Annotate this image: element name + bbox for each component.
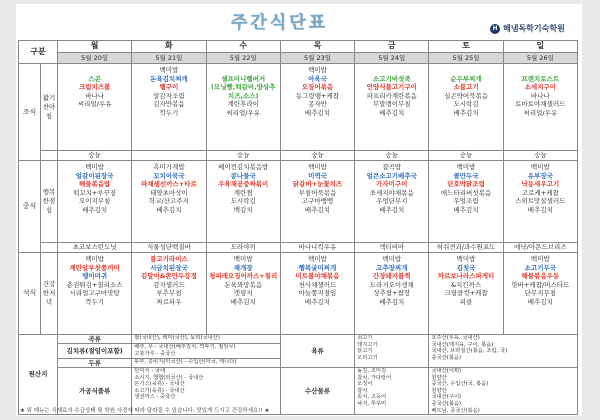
menu-item: 쏘세지야채볶음: [369, 188, 414, 197]
menu-item: 우육채공중짜볶이: [218, 180, 269, 189]
menu-item: 백미밥: [308, 255, 327, 263]
snack-label-cell: [41, 243, 58, 253]
menu-item: [429, 66, 502, 75]
snack-cell: 숭늉: [58, 151, 132, 161]
menu-item: 파프리카계란볶음: [366, 91, 417, 100]
snack-cell: 숭늉: [429, 151, 503, 161]
menu-item: 배추김치: [82, 205, 108, 214]
menu-item: 무말랭이무침: [372, 100, 411, 109]
day-header: 목: [280, 41, 354, 53]
menu-item: 소고기버섯죽: [372, 74, 411, 83]
menu-item: 감자샐러드: [153, 280, 185, 289]
menu-cell: [429, 161, 503, 243]
menu-item: 백미밥: [456, 255, 476, 263]
menu-item: 도라지오이생채: [369, 280, 414, 289]
menu-item: 계란알부찻쫑끼미: [69, 263, 120, 272]
menu-cell: [503, 161, 577, 243]
meal-row-breakfast: [19, 64, 578, 151]
academy-logo: [490, 23, 565, 34]
footer-note: ★ 위 메뉴는 식재료의 수급상태 및 학원 사정에 따라 달라질 수 있습니다. 맛있게 드시고 건강하세요!! ★: [20, 408, 270, 414]
snack-cell: [132, 151, 206, 161]
menu-item: 춘권튀김+칠리소스: [66, 280, 123, 289]
menu-item: 간장돼지볼찍: [372, 272, 411, 281]
menu-cell: [132, 64, 206, 151]
menu-item: 배추김치: [453, 108, 479, 117]
menu-item: 고추장찌개: [376, 263, 408, 272]
menu-item: 배추김치: [453, 205, 479, 214]
menu-item: 배추김치: [304, 205, 331, 214]
meal-subtitle: 행복한점심: [41, 161, 58, 243]
menu-item: 배추김치: [230, 297, 256, 306]
menu-item: 상추쌈+쌈장: [373, 289, 411, 298]
menu-item: 백미밥: [233, 255, 253, 263]
menu-cell: [280, 64, 354, 151]
snack-cell: 액티비아: [355, 243, 429, 253]
day-header: 토: [429, 41, 503, 53]
menu-item: 백미밥: [159, 66, 179, 74]
meat-origin: 호주산(우육, 국내산) 국내산(돼지육, 구이, 볶음) 국내산, 브라질산(볶음, 조림, 국) 중국산(볶음): [429, 335, 578, 368]
menu-item: 백미밥: [85, 163, 105, 171]
snack-row: [19, 243, 578, 253]
menu-item: 콩자반: [308, 100, 327, 109]
menu-item: 콩나물국: [230, 171, 256, 180]
menu-item: 시금치된장국: [150, 263, 188, 272]
snack-row: [19, 151, 578, 161]
meal-row-lunch: [19, 161, 578, 243]
menu-item: 토마토야채샐러드: [515, 100, 566, 109]
menu-item: 크림치즈볼: [78, 83, 111, 92]
menu-document: [16, 4, 582, 416]
meal-name: 석식: [19, 253, 41, 335]
menu-item: 크링클컷+케찹: [444, 289, 488, 298]
menu-item: 백미밥: [308, 163, 327, 171]
menu-item: 파채생선까스+타르: [141, 180, 197, 189]
menu-item: 단호박닭조림: [447, 180, 485, 189]
menu-item: 도시락김: [230, 197, 256, 206]
menu-item: 고로케+케찹: [521, 188, 559, 197]
menu-cell: [132, 253, 206, 335]
menu-item: 배추김치: [527, 297, 553, 306]
date-cell: 5월 24일: [355, 53, 429, 64]
menu-cell: [503, 64, 577, 151]
origin-section-label: 원산지: [19, 335, 58, 415]
menu-cell: [280, 253, 354, 335]
meat-items: 쇠고기 돼지고기 닭고기 오리고기: [355, 335, 429, 368]
menu-item: 까르보나라스파게티: [437, 272, 495, 281]
menu-item: 미트볼야채볶음: [295, 272, 340, 281]
menu-item: 백김치: [233, 205, 253, 214]
menu-item: 치즈,소스): [227, 91, 259, 100]
header: [16, 4, 582, 38]
menu-item: 순두부찌개: [450, 74, 482, 83]
menu-item: 흑미가계밥: [153, 163, 185, 171]
menu-item: 얼갈이된장국: [75, 171, 114, 180]
menu-table: [18, 40, 578, 415]
menu-item: 청피래오징어까스+칠리: [209, 272, 278, 281]
origin-category: 김치류(절임이포함): [58, 344, 132, 359]
menu-item: 시리얼고구마맛탕: [69, 289, 120, 298]
origin-category: 두류: [58, 359, 132, 368]
menu-item: 셀프미니햄버거: [221, 74, 266, 83]
column-label: 구분: [19, 41, 58, 64]
menu-item: 깍두기: [159, 108, 179, 117]
menu-item: 김자반볶음: [153, 100, 185, 109]
menu-item: 해물볶음우동: [521, 272, 560, 281]
seafood-origin: 국내산(어획) 원양산 중국산, 수입산(국, 볶음) 원양산 국내산(구이) 중국산(볶음) 베트남, 중국산(볶음): [429, 368, 578, 415]
menu-item: 백미밥: [382, 255, 402, 263]
snack-cell: 식물성단백질바: [132, 243, 206, 253]
menu-item: 배추김치: [527, 205, 553, 214]
date-cell: 5월 23일: [280, 53, 354, 64]
menu-item: 도시락김: [453, 100, 479, 109]
snack-cell: 바나나킥우유: [280, 243, 354, 253]
origin-row: [19, 335, 578, 344]
menu-cell: [58, 64, 132, 151]
meat-label: 육류: [280, 335, 354, 368]
day-header: 수: [206, 41, 280, 53]
menu-item: 깍두기: [85, 297, 105, 306]
seafood-label: 수산물류: [280, 368, 354, 415]
menu-item: 실곤약어묵볶음: [444, 91, 489, 100]
menu-item: [58, 66, 131, 75]
menu-item: 계란후라이: [227, 100, 259, 109]
menu-item: 부추무침: [156, 289, 182, 298]
menu-item: 콜만두국: [453, 171, 479, 180]
page-title: 주간식단표: [231, 13, 329, 33]
menu-item: 오이지무침: [78, 197, 111, 206]
menu-item: 백미밥: [308, 66, 327, 74]
menu-item: 우엉조림: [453, 197, 479, 206]
menu-item: 돈육김치찌개: [150, 74, 188, 83]
menu-item: 소불고기: [453, 83, 479, 92]
meal-row-dinner: [19, 253, 578, 335]
menu-item: 배추김치: [304, 297, 331, 306]
menu-item: 배추김치: [379, 108, 405, 117]
menu-item: 핫바+케찹/머스타드: [511, 280, 570, 289]
menu-item: 탱이미귀: [82, 272, 108, 281]
menu-item: 백미밥: [456, 163, 476, 171]
snack-cell: 숭늉: [503, 151, 577, 161]
menu-item: 고구마뱅뱅: [301, 197, 334, 206]
day-header: 월: [58, 41, 132, 53]
menu-item: 돈육꽈망볶음: [224, 280, 263, 289]
menu-item: 스위트맛살샐러드: [515, 197, 566, 206]
menu-item: 우엉단무지: [376, 197, 408, 206]
menu-item: 짜르파우: [156, 297, 182, 306]
snack-cell: 숭늉: [206, 151, 280, 161]
menu-item: [355, 66, 428, 75]
snack-cell: 도라야끼: [206, 243, 280, 253]
menu-item: &치킨까스: [450, 280, 482, 289]
meal-name: 조식: [19, 64, 41, 161]
menu-item: 재개장: [233, 263, 253, 272]
origin-items: 두부, 콩비지(미국산) - 수입산(미국, 캐나다): [132, 359, 281, 368]
menu-item: 가자미구이: [376, 180, 408, 189]
menu-item: 미역국: [308, 171, 327, 180]
snack-cell: 허쉬견과/과수원포도: [429, 243, 503, 253]
menu-item: 알감자조림: [153, 91, 185, 100]
snack-label-cell: [41, 151, 58, 161]
menu-item: 백미밥: [85, 255, 105, 263]
menu-item: 동그랑땡+케찹: [295, 91, 340, 100]
menu-item: 씨리얼/우유: [523, 108, 558, 117]
date-cell: 5월 25일: [429, 53, 503, 64]
snack-cell: 초코보스턴도넛: [58, 243, 132, 253]
menu-item: 유부장국: [527, 171, 553, 180]
menu-item: 배추김치: [156, 205, 182, 214]
date-cell: 5월 21일: [132, 53, 206, 64]
day-header: 화: [132, 41, 206, 53]
menu-item: 마늘쫑지절임: [298, 289, 337, 298]
menu-item: 김말이&쫀만두강정: [140, 272, 197, 281]
menu-item: 낙동새우고기: [521, 180, 560, 189]
menu-item: 해물볶음밥: [78, 180, 111, 189]
menu-item: 아욱국: [308, 74, 327, 83]
menu-item: 학교/산고주지: [148, 197, 189, 206]
menu-item: 씨리얼/우유: [77, 100, 112, 109]
menu-item: 천사채샐러드: [298, 280, 337, 289]
menu-item: (모닝빵,떡갈비,양상추: [210, 83, 276, 92]
menu-item: 프렌치토스트: [521, 74, 560, 83]
menu-cell: [206, 161, 280, 243]
menu-item: 소세지구이: [524, 83, 557, 92]
menu-item: 배추김치: [379, 297, 405, 306]
menu-item: 꼬치어묵국: [153, 171, 185, 180]
menu-item: 단무지무침: [524, 289, 557, 298]
menu-item: 애느타리버섯볶음: [440, 188, 492, 197]
menu-item: 떡꼬치+부꾸짐: [73, 188, 117, 197]
menu-item: 김칫국: [456, 263, 476, 272]
menu-cell: [58, 161, 132, 243]
meal-subtitle: 활기찬아침: [41, 64, 58, 151]
origin-items: 쌀(국내산), 백미(국산), 보리(국내산): [132, 335, 281, 344]
menu-cell: [132, 161, 206, 243]
origin-category: 가공식품류: [58, 368, 132, 415]
menu-cell: [206, 64, 280, 151]
menu-item: 오징어볶음: [301, 83, 334, 92]
menu-item: 배추김치: [379, 205, 405, 214]
menu-item: 백미밥: [530, 163, 550, 171]
menu-item: 바나나: [85, 91, 105, 100]
menu-cell: [503, 253, 577, 335]
origin-category: 곡류: [58, 335, 132, 344]
origin-items: 배추, 무 - 국내산(배추김치, 깍두기, 절임무) 고춧가루 - 중국산: [132, 344, 281, 359]
menu-cell: [429, 64, 503, 151]
menu-item: 태양초아삭이: [150, 188, 188, 197]
date-cell: 5월 22일: [206, 53, 280, 64]
menu-item: 언양식불고기구이: [366, 83, 417, 92]
menu-item: [207, 66, 280, 75]
snack-cell: 숭늉: [355, 151, 429, 161]
meal-name: 중식: [19, 161, 41, 253]
menu-item: 불고기라이스: [150, 255, 188, 263]
seafood-items: 돌김, 조미김 참치, 가다랑어 오징어 갈치 꽁치, 고등어 낙지, 쭈꾸미: [355, 368, 429, 415]
menu-item: 피클: [459, 297, 473, 306]
menu-item: [504, 66, 577, 75]
snack-cell: 에낙/아몬드브리즈: [503, 243, 577, 253]
menu-item: 배추김치: [304, 108, 331, 117]
menu-item: 행복굴미찌개: [298, 263, 337, 272]
logo-mark-icon: H: [490, 24, 500, 34]
day-header: 금: [355, 41, 429, 53]
menu-item: 스콘: [88, 74, 101, 83]
origin-items: 단미식 - 국내 소시지, 햄햄(외국산) - 국내산 돈가스(육류) - 국내산 소고기(육류) - 국내산 생선까스 - 중국산: [132, 368, 281, 415]
menu-item: 얼큰소고기배추국: [366, 171, 417, 180]
menu-item: 햄구이: [159, 83, 179, 92]
menu-item: 잡곡밥: [382, 163, 402, 171]
menu-item: 백미밥: [530, 255, 550, 263]
menu-cell: [58, 253, 132, 335]
snack-cell: 숭늉: [280, 151, 354, 161]
menu-cell: [355, 161, 429, 243]
logo-text: 해냄독학기숙학원: [503, 24, 565, 33]
date-cell: 5월 20일: [58, 53, 132, 64]
menu-cell: [429, 253, 503, 335]
menu-item: 부침어묵볶음: [298, 188, 337, 197]
menu-item: 계란찜: [233, 188, 253, 197]
menu-cell: [280, 161, 354, 243]
date-cell: 5월 26일: [503, 53, 577, 64]
menu-cell: [355, 64, 429, 151]
menu-item: 씨리얼/우유: [226, 108, 260, 117]
menu-item: 바나나: [530, 91, 550, 100]
menu-item: 베이컨김치볶음밥: [218, 163, 269, 171]
day-header: 일: [503, 41, 577, 53]
menu-item: 캣링지: [233, 289, 253, 298]
menu-cell: [206, 253, 280, 335]
meal-subtitle: 건강한저녁: [41, 253, 58, 335]
menu-item: 소고기무국: [524, 263, 557, 272]
menu-cell: [355, 253, 429, 335]
menu-item: 닭갈비+눈꽃치즈: [292, 180, 343, 189]
